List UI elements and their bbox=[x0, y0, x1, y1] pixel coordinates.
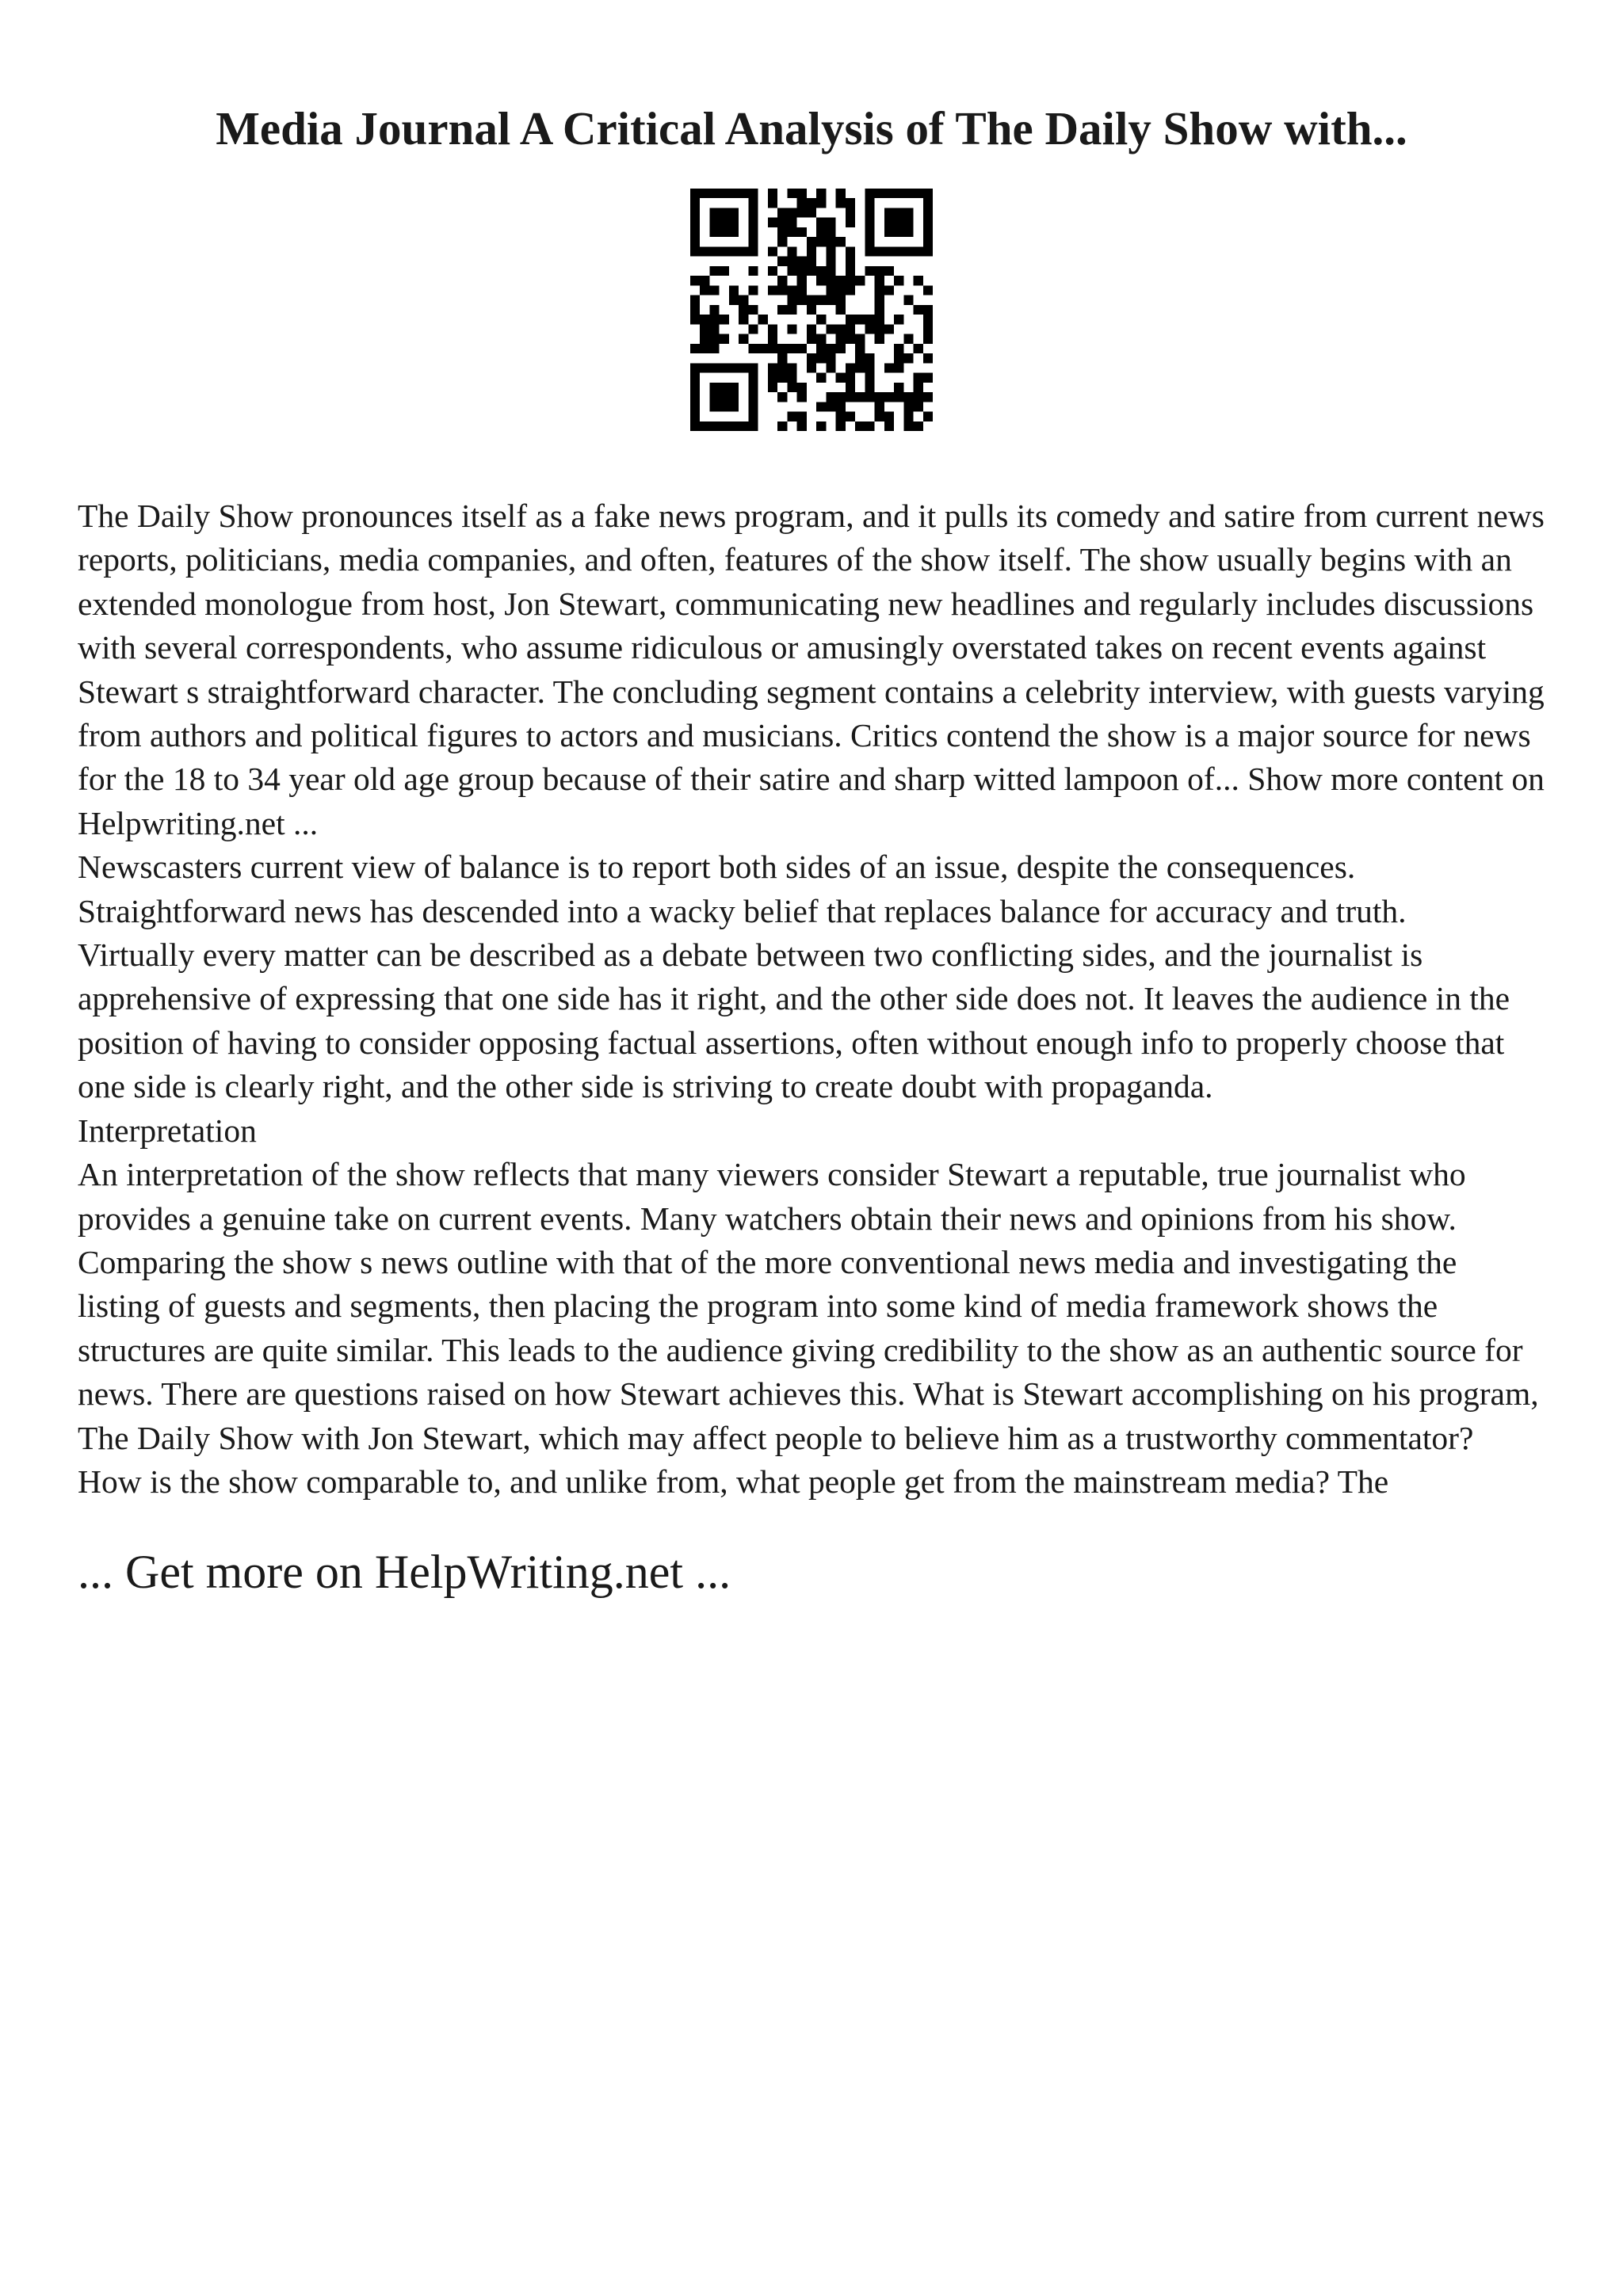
paragraph-debate: Virtually every matter can be described as a debate between two conflicting sides, and the journalist is apprehensive of expressing that one side has it right, and the other side does not. It leaves the audience in the position of having to consider opposing factual assertions, often without enough info to properly choose that one side is clearly right, and the other side is striving to create doubt with propaganda. bbox=[78, 936, 1510, 1105]
qr-code-icon bbox=[690, 189, 933, 431]
document-title: Media Journal A Critical Analysis of The Daily Show with... bbox=[216, 102, 1407, 154]
paragraph-interpretation: An interpretation of the show reflects that many viewers consider Stewart a reputable, true journalist who provides a genuine take on current events. Many watchers obtain their news and opinions from his show. Comparing the show s news outline with that of the more conventional news media and investigating the listing of guests and segments, then placing the program into some kind of media framework shows the structures are quite similar. This leads to the audience giving credibility to the show as an authentic source for news. There are questions raised on how Stewart achieves this. What is Stewart accomplishing on his program, The Daily Show with Jon Stewart, which may affect people to believe him as a trustworthy commentator? How is the show comparable to, and unlike from, what people get from the mainstream media? The bbox=[78, 1156, 1539, 1500]
paragraph-intro: The Daily Show pronounces itself as a fake news program, and it pulls its comedy and satire from current news reports, politicians, media companies, and often, features of the show itself. The show usually begins with an extended monologue from host, Jon Stewart, communicating new headlines and regularly includes discussions with several correspondents, who assume ridiculous or amusingly overstated takes on recent events against Stewart s straightforward character. The concluding segment contains a celebrity interview, with guests varying from authors and political figures to actors and musicians. Critics contend the show is a major source for news for the 18 to 34 year old age group because of their satire and sharp witted lampoon of... Show more content on Helpwriting.net ... bbox=[78, 498, 1545, 841]
section-heading-interpretation: Interpretation bbox=[78, 1112, 257, 1149]
get-more-link[interactable]: ... Get more on HelpWriting.net ... bbox=[78, 1546, 731, 1599]
article-body bbox=[78, 494, 1545, 1504]
paragraph-balance: Newscasters current view of balance is to report both sides of an issue, despite the consequences. Straightforward news has descended into a wacky belief that replaces balance for accuracy and truth. bbox=[78, 849, 1407, 929]
